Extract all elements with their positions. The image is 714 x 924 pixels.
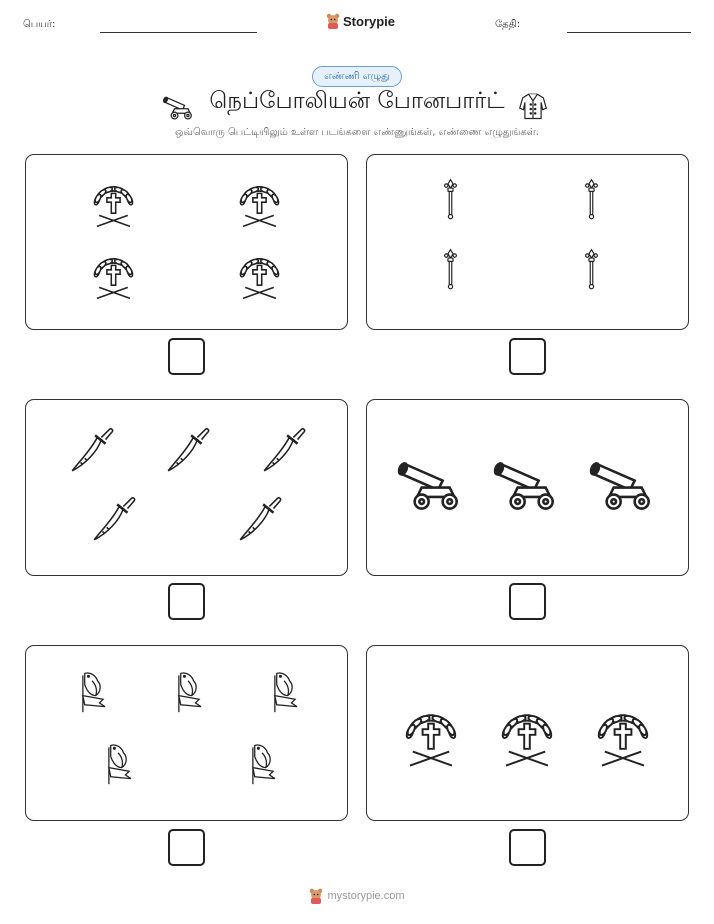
laurel-wreath-icon xyxy=(232,178,287,233)
name-line[interactable] xyxy=(100,32,257,33)
laurel-wreath-icon xyxy=(86,250,141,305)
eagle-standard-icon xyxy=(166,668,212,714)
scepter-icon xyxy=(581,178,602,220)
name-label: பெயர்: xyxy=(23,19,56,30)
bear-mascot-icon xyxy=(309,888,323,904)
laurel-wreath-icon xyxy=(232,250,287,305)
eagle-standard-icon xyxy=(70,668,116,714)
cannon-icon xyxy=(396,452,466,512)
instruction-text: ஒவ்வொரு பெட்டியிலும் உள்ள படங்களை எண்ணுங்கள், எண்ணை எழுதுங்கள். xyxy=(175,127,539,138)
laurel-wreath-icon xyxy=(588,704,658,774)
eagle-standard-icon xyxy=(240,740,286,786)
laurel-wreath-icon xyxy=(396,704,466,774)
saber-icon xyxy=(66,425,118,477)
brand-logo xyxy=(326,13,395,29)
saber-icon xyxy=(162,425,214,477)
scepter-icon xyxy=(440,178,461,220)
answer-box-4[interactable] xyxy=(509,583,546,620)
eagle-standard-icon xyxy=(262,668,308,714)
saber-icon xyxy=(258,425,310,477)
worksheet-title: நெப்போலியன் போனபார்ட் xyxy=(209,88,505,114)
answer-box-6[interactable] xyxy=(509,829,546,866)
cannon-icon xyxy=(588,452,658,512)
bear-mascot-icon xyxy=(326,13,340,29)
laurel-wreath-icon xyxy=(86,178,141,233)
answer-box-5[interactable] xyxy=(168,829,205,866)
brand-name: Storypie xyxy=(343,13,396,29)
counting-box-1 xyxy=(25,154,348,330)
cannon-icon xyxy=(492,452,562,512)
activity-tag: எண்ணி எழுது xyxy=(312,66,402,87)
laurel-wreath-icon xyxy=(492,704,562,774)
date-line[interactable] xyxy=(567,32,691,33)
answer-box-2[interactable] xyxy=(509,338,546,375)
coat-icon xyxy=(518,92,548,124)
scepter-icon xyxy=(581,248,602,290)
answer-box-3[interactable] xyxy=(168,583,205,620)
counting-box-2 xyxy=(366,154,689,330)
footer-url[interactable]: mystorypie.com xyxy=(327,890,405,902)
saber-icon xyxy=(88,494,140,546)
footer xyxy=(0,888,714,904)
answer-box-1[interactable] xyxy=(168,338,205,375)
scepter-icon xyxy=(440,248,461,290)
eagle-standard-icon xyxy=(96,740,142,786)
date-label: தேதி: xyxy=(495,19,521,30)
saber-icon xyxy=(234,494,286,546)
